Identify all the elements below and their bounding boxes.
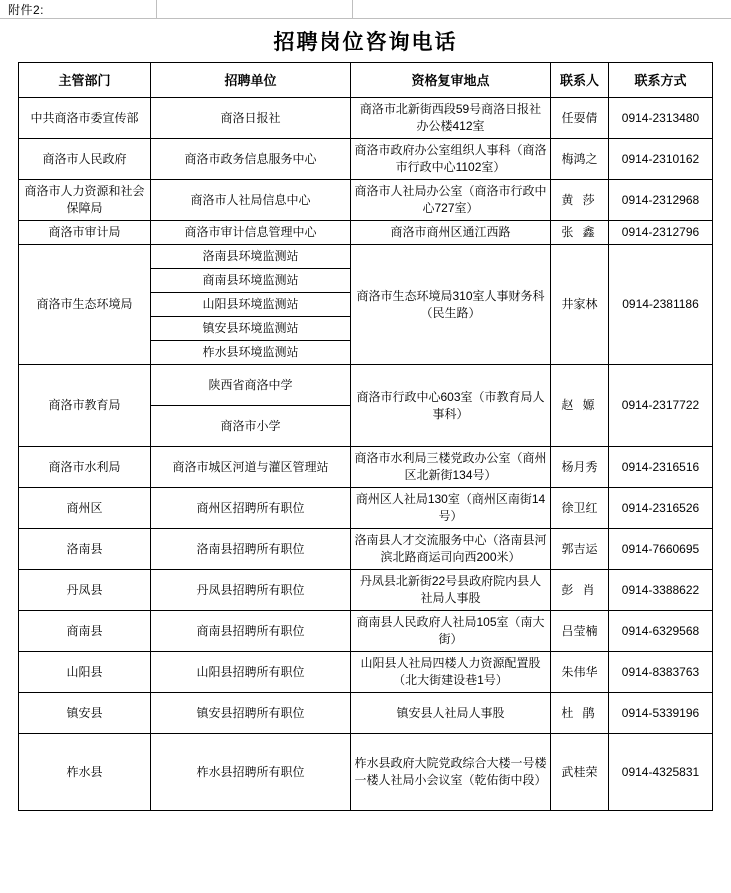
column-header-review-place: 资格复审地点 [351, 63, 551, 98]
cell-department: 商洛市人民政府 [19, 139, 151, 180]
column-header-contact: 联系人 [551, 63, 609, 98]
table-row [19, 734, 713, 811]
cell-review-place: 商南县人民政府人社局105室（南大街） [351, 611, 551, 652]
cell-unit: 洛南县环境监测站 [151, 245, 351, 269]
cell-department: 商南县 [19, 611, 151, 652]
cell-unit: 商洛市人社局信息中心 [151, 180, 351, 221]
cell-review-place: 商州区人社局130室（商州区南街14号） [351, 488, 551, 529]
table-row [19, 139, 713, 180]
table-row [19, 611, 713, 652]
table-row [19, 180, 713, 221]
cell-phone: 0914-8383763 [609, 652, 713, 693]
cell-review-place: 商洛市水利局三楼党政办公室（商州区北新街134号） [351, 447, 551, 488]
cell-phone: 0914-2381186 [609, 245, 713, 365]
cell-unit: 商洛市政务信息服务中心 [151, 139, 351, 180]
cell-review-place: 柞水县政府大院党政综合大楼一号楼一楼人社局小会议室（乾佑街中段） [351, 734, 551, 811]
cell-contact: 吕莹楠 [551, 611, 609, 652]
cell-department: 商洛市生态环境局 [19, 245, 151, 365]
cell-department: 洛南县 [19, 529, 151, 570]
table-row [19, 570, 713, 611]
cell-phone: 0914-2316526 [609, 488, 713, 529]
column-header-department: 主管部门 [19, 63, 151, 98]
cell-department: 丹凤县 [19, 570, 151, 611]
cell-department: 商洛市教育局 [19, 365, 151, 447]
cell-unit: 商洛市小学 [151, 406, 351, 447]
page-title: 招聘岗位咨询电话 [273, 30, 458, 54]
cell-unit: 镇安县招聘所有职位 [151, 693, 351, 734]
table-row [19, 447, 713, 488]
table-row [19, 529, 713, 570]
cell-unit: 商南县招聘所有职位 [151, 611, 351, 652]
cell-phone: 0914-6329568 [609, 611, 713, 652]
cell-phone: 0914-2310162 [609, 139, 713, 180]
cell-phone: 0914-3388622 [609, 570, 713, 611]
cell-contact: 杨月秀 [551, 447, 609, 488]
cell-contact: 任耍倩 [551, 98, 609, 139]
table-row [19, 98, 713, 139]
table-row [19, 488, 713, 529]
table-body [19, 98, 713, 811]
cell-review-place: 商洛市生态环境局310室人事财务科（民生路） [351, 245, 551, 365]
cell-unit: 山阳县环境监测站 [151, 293, 351, 317]
cell-phone: 0914-7660695 [609, 529, 713, 570]
cell-contact: 井家林 [551, 245, 609, 365]
cell-review-place: 丹凤县北新街22号县政府院内县人社局人事股 [351, 570, 551, 611]
table-row [19, 693, 713, 734]
column-header-unit: 招聘单位 [151, 63, 351, 98]
cell-unit: 丹凤县招聘所有职位 [151, 570, 351, 611]
cell-phone: 0914-2313480 [609, 98, 713, 139]
cell-department: 商洛市水利局 [19, 447, 151, 488]
cell-review-place: 商洛市北新街西段59号商洛日报社办公楼412室 [351, 98, 551, 139]
table-header-row [19, 63, 713, 98]
cell-unit: 陕西省商洛中学 [151, 365, 351, 406]
cell-unit: 镇安县环境监测站 [151, 317, 351, 341]
cell-contact: 武桂荣 [551, 734, 609, 811]
cell-unit: 山阳县招聘所有职位 [151, 652, 351, 693]
cell-contact: 郭吉运 [551, 529, 609, 570]
cell-contact: 彭 肖 [551, 570, 609, 611]
cell-department: 柞水县 [19, 734, 151, 811]
cell-contact: 杜 鹃 [551, 693, 609, 734]
cell-contact: 张 鑫 [551, 221, 609, 245]
cell-department: 中共商洛市委宣传部 [19, 98, 151, 139]
cell-unit: 商州区招聘所有职位 [151, 488, 351, 529]
cell-phone: 0914-5339196 [609, 693, 713, 734]
cell-department: 商洛市审计局 [19, 221, 151, 245]
cell-department: 商州区 [19, 488, 151, 529]
cell-phone: 0914-2312968 [609, 180, 713, 221]
cell-unit: 商洛市城区河道与灌区管理站 [151, 447, 351, 488]
cell-department: 山阳县 [19, 652, 151, 693]
cell-contact: 朱伟华 [551, 652, 609, 693]
cell-unit: 商洛市审计信息管理中心 [151, 221, 351, 245]
table-row [19, 365, 713, 406]
cell-review-place: 洛南县人才交流服务中心（洛南县河滨北路商运司向西200米） [351, 529, 551, 570]
cell-review-place: 山阳县人社局四楼人力资源配置股（北大街建设巷1号） [351, 652, 551, 693]
attachment-note: 附件2: [8, 3, 45, 17]
cell-contact: 黄 莎 [551, 180, 609, 221]
cell-contact: 徐卫红 [551, 488, 609, 529]
column-header-phone: 联系方式 [609, 63, 713, 98]
cell-unit: 洛南县招聘所有职位 [151, 529, 351, 570]
table-row [19, 221, 713, 245]
cell-review-place: 镇安县人社局人事股 [351, 693, 551, 734]
cell-review-place: 商洛市人社局办公室（商洛市行政中心727室） [351, 180, 551, 221]
cell-phone: 0914-4325831 [609, 734, 713, 811]
cell-contact: 赵 嫄 [551, 365, 609, 447]
recruitment-contact-table [18, 62, 713, 811]
cell-department: 商洛市人力资源和社会保障局 [19, 180, 151, 221]
cell-unit: 柞水县环境监测站 [151, 341, 351, 365]
table-row [19, 245, 713, 269]
cell-unit: 商南县环境监测站 [151, 269, 351, 293]
cell-review-place: 商洛市政府办公室组织人事科（商洛市行政中心1102室） [351, 139, 551, 180]
cell-unit: 柞水县招聘所有职位 [151, 734, 351, 811]
cell-department: 镇安县 [19, 693, 151, 734]
cell-phone: 0914-2316516 [609, 447, 713, 488]
cell-phone: 0914-2317722 [609, 365, 713, 447]
header-divider-2 [352, 0, 353, 18]
header-divider-1 [156, 0, 157, 18]
table-row [19, 652, 713, 693]
cell-unit: 商洛日报社 [151, 98, 351, 139]
header-rule [0, 18, 731, 19]
cell-review-place: 商洛市行政中心603室（市教育局人事科） [351, 365, 551, 447]
cell-contact: 梅鸿之 [551, 139, 609, 180]
cell-review-place: 商洛市商州区通江西路 [351, 221, 551, 245]
cell-phone: 0914-2312796 [609, 221, 713, 245]
